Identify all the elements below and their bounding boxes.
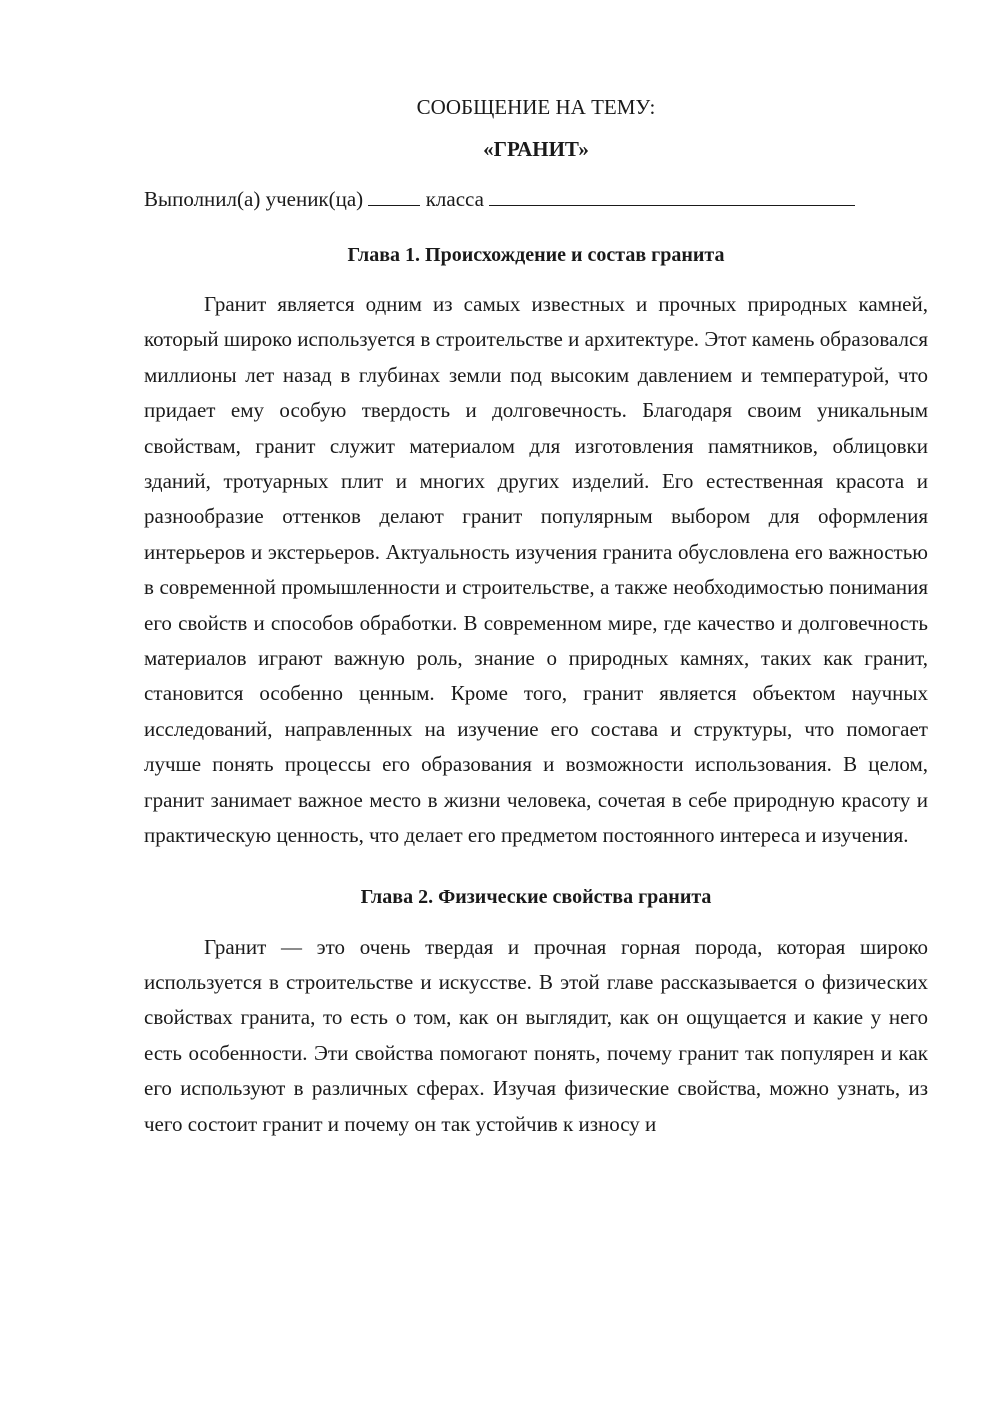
author-prefix: Выполнил(а) ученик(ца) xyxy=(144,187,364,211)
document-page xyxy=(144,92,928,1142)
chapter-2-heading: Глава 2. Физические свойства гранита xyxy=(360,885,712,908)
class-name-blank xyxy=(489,185,855,206)
chapter-1-heading: Глава 1. Происхождение и состав гранита xyxy=(347,244,725,266)
document-title: СООБЩЕНИЕ НА ТЕМУ: xyxy=(416,95,656,119)
author-middle: класса xyxy=(425,187,484,211)
chapter-2-paragraph: Гранит — это очень твердая и прочная горная порода, которая широко используется в строительстве и искусстве. В этой главе рассказывается о физических свойствах гранита, то есть о том, как он выглядит, как он ощущается и какие у него есть особенности. Эти свойства помогают понять, почему гранит так популярен и как его используют в различных сферах. Изучая физические свойства, можно узнать, из чего состоит гранит и почему он так устойчив к износу и xyxy=(144,934,928,1136)
class-number-blank xyxy=(368,185,420,206)
author-line xyxy=(144,184,928,214)
document-subtitle: «ГРАНИТ» xyxy=(483,137,589,161)
chapter-1-paragraph: Гранит является одним из самых известных и прочных природных камней, который широко используется в строительстве и архитектуре. Этот камень образовался миллионы лет назад в глубинах земли под высоким давлением и температурой, что придает ему особую твердость и долговечность. Благодаря своим уникальным свойствам, гранит служит материалом для изготовления памятников, облицовки зданий, тротуарных плит и многих других изделий. Его естественная красота и разнообразие оттенков делают гранит популярным выбором для оформления интерьеров и экстерьеров. Актуальность изучения гранита обусловлена его важностью в современной промышленности и строительстве, а также необходимостью понимания его свойств и способов обработки. В современном мире, где качество и долговечность материалов играют важную роль, знание о природных камнях, таких как гранит, становится особенно ценным. Кроме того, гранит является объектом научных исследований, направленных на изучение его состава и структуры, что помогает лучше понять процессы его образования и возможности использования. В целом, гранит занимает важное место в жизни человека, сочетая в себе природную красоту и практическую ценность, что делает его предметом постоянного интереса и изучения. xyxy=(144,292,928,848)
